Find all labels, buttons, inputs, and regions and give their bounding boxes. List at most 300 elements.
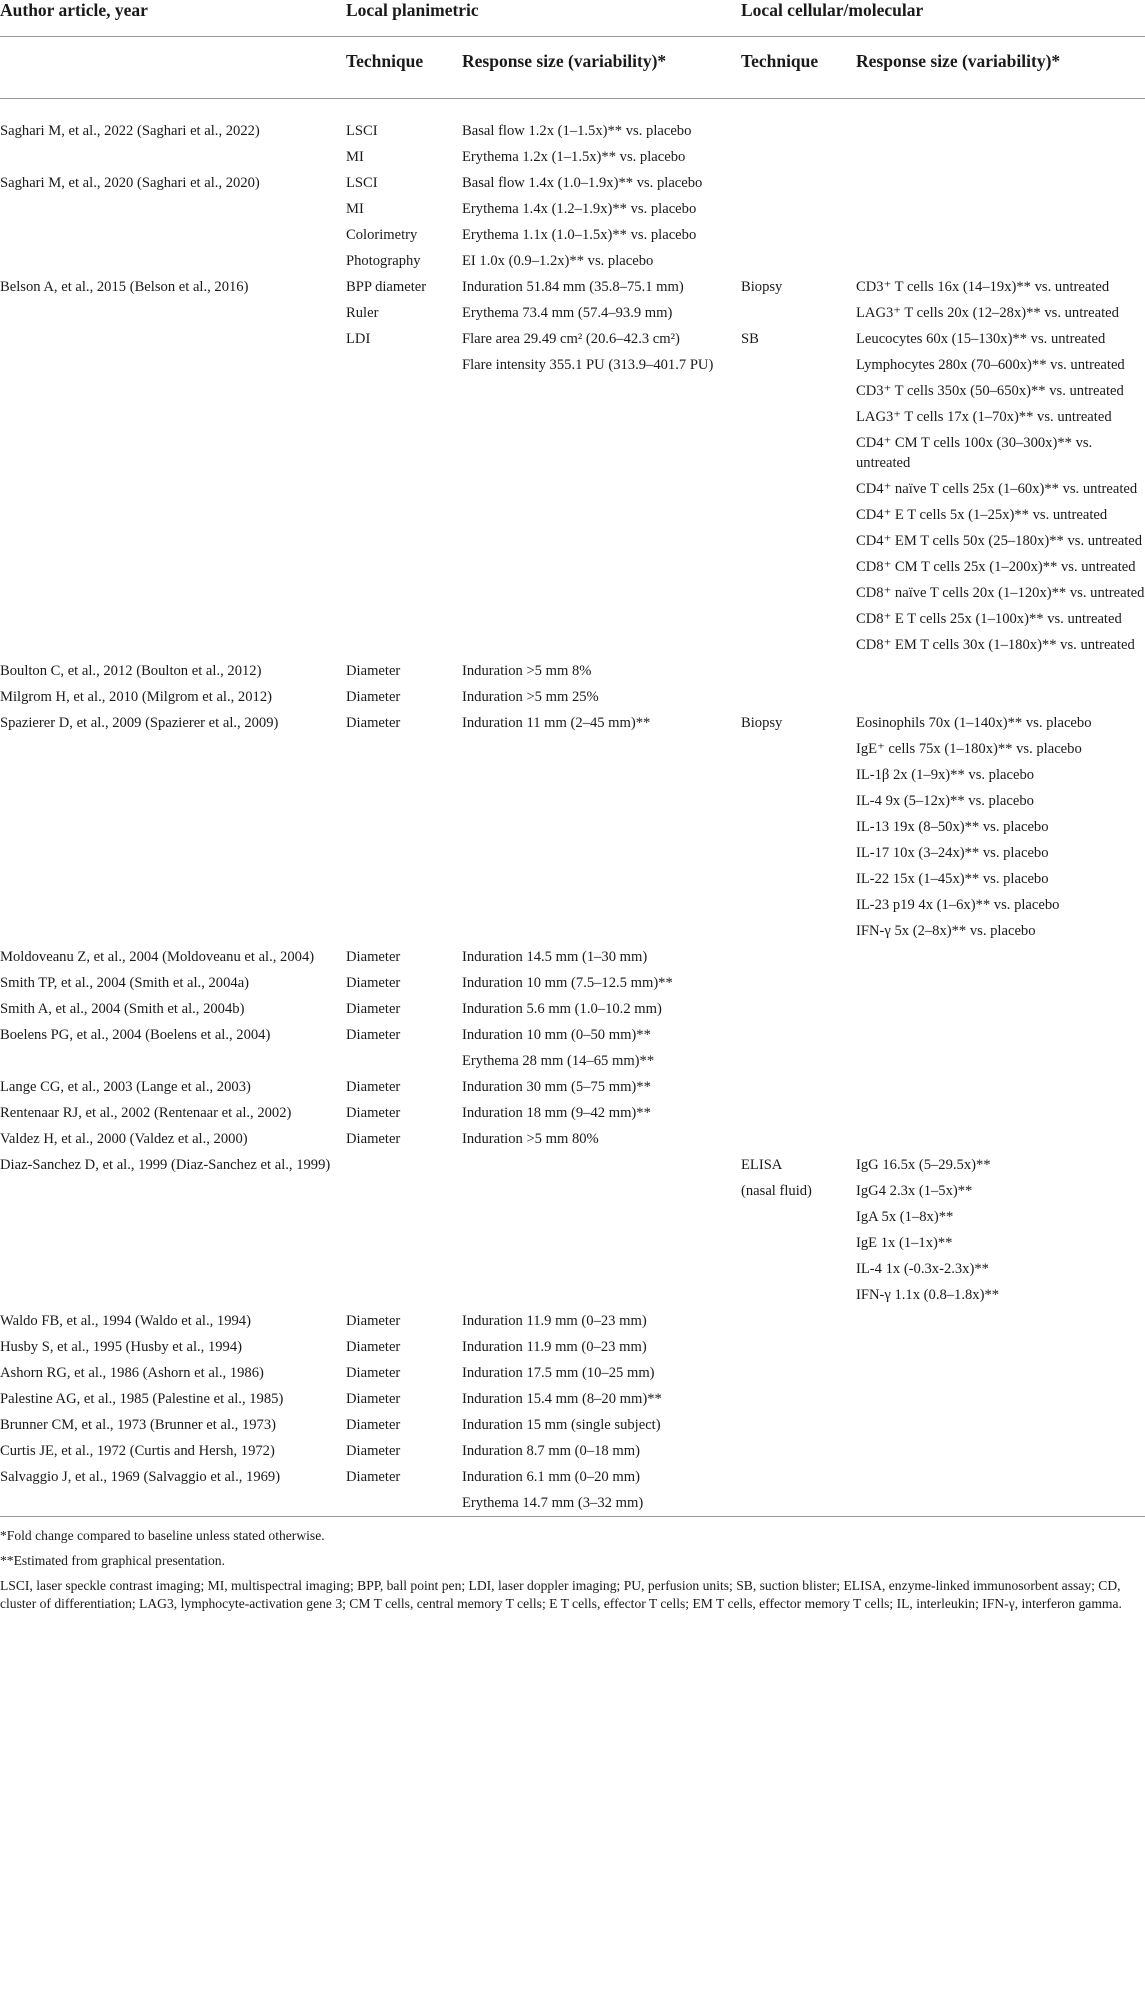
planimetric-response-cell	[459, 404, 738, 430]
author-cell	[0, 1256, 343, 1282]
author-cell	[0, 502, 343, 528]
cellular-response-cell	[853, 944, 1145, 970]
planimetric-technique-cell: Ruler	[346, 304, 379, 321]
cellular-response-cell	[853, 222, 1145, 248]
table-row	[0, 1230, 1145, 1256]
author-cell: Milgrom H, et al., 2010 (Milgrom et al., 2012)	[0, 688, 272, 705]
planimetric-response-cell	[459, 476, 738, 502]
author-cell	[0, 528, 343, 554]
cellular-technique-cell	[738, 144, 853, 170]
author-cell: Saghari M, et al., 2020 (Saghari et al., 2020)	[0, 174, 260, 191]
planimetric-response-cell: Induration >5 mm 80%	[462, 1130, 599, 1147]
cellular-technique-cell	[738, 918, 853, 944]
cellular-technique-cell	[738, 1360, 853, 1386]
planimetric-response-cell	[459, 1230, 738, 1256]
author-cell	[0, 1048, 343, 1074]
table-row	[0, 1438, 1145, 1464]
author-cell: Boelens PG, et al., 2004 (Boelens et al., 2004)	[0, 1026, 271, 1043]
author-cell	[0, 144, 343, 170]
cellular-technique-cell	[738, 1490, 853, 1517]
planimetric-technique-cell	[343, 430, 459, 476]
table-row	[0, 1282, 1145, 1308]
cellular-response-cell	[853, 1074, 1145, 1100]
planimetric-response-cell	[459, 866, 738, 892]
planimetric-response-cell: Induration 15 mm (single subject)	[462, 1416, 661, 1433]
author-cell	[0, 300, 343, 326]
cellular-technique-cell	[738, 352, 853, 378]
cellular-technique-cell	[738, 528, 853, 554]
cellular-response-cell	[853, 1464, 1145, 1490]
planimetric-response-cell	[459, 918, 738, 944]
cellular-technique-cell	[738, 1100, 853, 1126]
author-cell	[0, 762, 343, 788]
table-row	[0, 814, 1145, 840]
planimetric-technique-cell: Diameter	[346, 662, 401, 679]
cellular-technique-cell	[738, 248, 853, 274]
planimetric-technique-cell	[343, 1230, 459, 1256]
cellular-response-cell: CD4⁺ naïve T cells 25x (1–60x)** vs. untreated	[856, 480, 1138, 497]
footnotes	[0, 1517, 1145, 1613]
planimetric-technique-cell	[343, 528, 459, 554]
table-row	[0, 326, 1145, 352]
cellular-technique-cell	[738, 1022, 853, 1048]
cellular-response-cell	[853, 970, 1145, 996]
cellular-technique-cell: Biopsy	[741, 278, 783, 295]
header-row-columns	[0, 37, 1145, 99]
cellular-response-cell	[853, 1386, 1145, 1412]
author-cell	[0, 892, 343, 918]
planimetric-technique-cell	[343, 918, 459, 944]
table-row	[0, 430, 1145, 476]
planimetric-response-cell: Flare intensity 355.1 PU (313.9–401.7 PU)	[462, 356, 714, 373]
planimetric-technique-cell: Diameter	[346, 1312, 401, 1329]
cellular-technique-cell	[738, 580, 853, 606]
planimetric-response-cell: Induration 5.6 mm (1.0–10.2 mm)	[462, 1000, 662, 1017]
table-row	[0, 606, 1145, 632]
planimetric-response-cell: Induration 10 mm (7.5–12.5 mm)**	[462, 974, 673, 991]
cellular-technique-cell	[738, 430, 853, 476]
cellular-response-cell	[853, 1334, 1145, 1360]
table-row	[0, 970, 1145, 996]
table-row	[0, 274, 1145, 300]
cellular-technique-cell	[738, 970, 853, 996]
table-row	[0, 352, 1145, 378]
planimetric-technique-cell	[343, 502, 459, 528]
cellular-technique-cell: (nasal fluid)	[741, 1182, 812, 1199]
table-row	[0, 118, 1145, 144]
cellular-technique-cell	[738, 606, 853, 632]
cellular-response-cell: Lymphocytes 280x (70–600x)** vs. untreated	[856, 356, 1125, 373]
cellular-technique-cell	[738, 502, 853, 528]
cellular-response-cell	[853, 996, 1145, 1022]
cellular-response-cell: IgG4 2.3x (1–5x)**	[856, 1182, 973, 1199]
planimetric-response-cell: EI 1.0x (0.9–1.2x)** vs. placebo	[462, 252, 654, 269]
planimetric-response-cell	[459, 1204, 738, 1230]
author-cell: Brunner CM, et al., 1973 (Brunner et al., 1973)	[0, 1416, 277, 1433]
planimetric-technique-cell: MI	[346, 148, 364, 165]
author-cell	[0, 476, 343, 502]
spacer-row	[0, 99, 1145, 118]
cellular-technique-cell	[738, 1204, 853, 1230]
planimetric-technique-cell: Diameter	[346, 1468, 401, 1485]
cellular-technique-cell	[738, 814, 853, 840]
planimetric-response-cell: Induration 30 mm (5–75 mm)**	[462, 1078, 651, 1095]
author-cell: Saghari M, et al., 2022 (Saghari et al., 2022)	[0, 122, 260, 139]
table-row	[0, 300, 1145, 326]
footnote-2: **Estimated from graphical presentation.	[0, 1552, 225, 1568]
table-row	[0, 892, 1145, 918]
planimetric-technique-cell: Diameter	[346, 1078, 401, 1095]
planimetric-response-cell: Induration 11.9 mm (0–23 mm)	[462, 1338, 647, 1355]
planimetric-technique-cell	[343, 476, 459, 502]
author-cell	[0, 1230, 343, 1256]
author-cell	[0, 632, 343, 658]
author-cell: Curtis JE, et al., 1972 (Curtis and Hersh, 1972)	[0, 1442, 275, 1459]
author-cell	[0, 736, 343, 762]
cellular-response-cell	[853, 1438, 1145, 1464]
table-row	[0, 502, 1145, 528]
author-cell	[0, 866, 343, 892]
cellular-response-cell: IL-13 19x (8–50x)** vs. placebo	[856, 818, 1049, 835]
cellular-response-cell: CD4⁺ EM T cells 50x (25–180x)** vs. untreated	[856, 532, 1143, 549]
planimetric-technique-cell	[343, 606, 459, 632]
cellular-technique-cell	[738, 1230, 853, 1256]
planimetric-response-cell: Erythema 28 mm (14–65 mm)**	[462, 1052, 655, 1069]
header-local-planimetric: Local planimetric	[346, 0, 479, 20]
table-row	[0, 1152, 1145, 1178]
cellular-response-cell	[853, 144, 1145, 170]
table-row	[0, 762, 1145, 788]
cellular-technique-cell	[738, 762, 853, 788]
planimetric-response-cell: Induration 18 mm (9–42 mm)**	[462, 1104, 651, 1121]
cellular-technique-cell: ELISA	[741, 1156, 783, 1173]
cellular-technique-cell	[738, 1282, 853, 1308]
author-cell: Belson A, et al., 2015 (Belson et al., 2016)	[0, 278, 249, 295]
header-technique-cellular: Technique	[738, 37, 853, 99]
cellular-technique-cell	[738, 1412, 853, 1438]
planimetric-response-cell: Erythema 1.1x (1.0–1.5x)** vs. placebo	[462, 226, 697, 243]
author-cell: Smith TP, et al., 2004 (Smith et al., 2004a)	[0, 974, 250, 991]
planimetric-response-cell: Induration 11 mm (2–45 mm)**	[462, 714, 651, 731]
cellular-response-cell	[853, 1048, 1145, 1074]
cellular-technique-cell: SB	[741, 330, 759, 347]
table-row	[0, 788, 1145, 814]
planimetric-response-cell	[459, 840, 738, 866]
planimetric-technique-cell: Colorimetry	[346, 226, 418, 243]
planimetric-response-cell	[459, 528, 738, 554]
cellular-response-cell	[853, 196, 1145, 222]
planimetric-technique-cell: Diameter	[346, 1390, 401, 1407]
planimetric-technique-cell	[343, 1152, 459, 1178]
cellular-response-cell: IgE 1x (1–1x)**	[856, 1234, 953, 1251]
author-cell: Boulton C, et al., 2012 (Boulton et al., 2012)	[0, 662, 262, 679]
cellular-response-cell: IgA 5x (1–8x)**	[856, 1208, 954, 1225]
cellular-response-cell	[853, 118, 1145, 144]
cellular-technique-cell	[738, 684, 853, 710]
planimetric-technique-cell: LDI	[346, 330, 371, 347]
planimetric-technique-cell: LSCI	[346, 122, 378, 139]
cellular-technique-cell	[738, 866, 853, 892]
cellular-response-cell: LAG3⁺ T cells 17x (1–70x)** vs. untreated	[856, 408, 1112, 425]
planimetric-technique-cell: Diameter	[346, 1104, 401, 1121]
table-row	[0, 1048, 1145, 1074]
header-row-groups	[0, 0, 1145, 37]
planimetric-technique-cell	[343, 352, 459, 378]
author-cell	[0, 248, 343, 274]
table-row	[0, 1490, 1145, 1517]
author-cell	[0, 1204, 343, 1230]
table-row	[0, 248, 1145, 274]
author-cell	[0, 788, 343, 814]
cellular-technique-cell	[738, 788, 853, 814]
table-row	[0, 1464, 1145, 1490]
planimetric-technique-cell	[343, 1256, 459, 1282]
cellular-technique-cell	[738, 1438, 853, 1464]
footnote-3: LSCI, laser speckle contrast imaging; MI, multispectral imaging; BPP, ball point pen; LDI, laser doppler imaging; PU, perfusion units; SB, suction blister; ELISA, enzyme-linked immunosorbent assay; CD, cluster of differentiation; LAG3, lymphocyte-activation gene 3; CM T cells, central memory T cells; E T cells, effector T cells; EM T cells, effector memory T cells; IL, interleukin; IFN-γ, interferon gamma.	[0, 1577, 1122, 1611]
cellular-response-cell: IL-17 10x (3–24x)** vs. placebo	[856, 844, 1049, 861]
table-row	[0, 1386, 1145, 1412]
table-row	[0, 196, 1145, 222]
header-response-cellular: Response size (variability)*	[853, 37, 1145, 99]
cellular-technique-cell	[738, 1256, 853, 1282]
cellular-technique-cell	[738, 118, 853, 144]
planimetric-technique-cell: Diameter	[346, 1338, 401, 1355]
planimetric-technique-cell: Diameter	[346, 1000, 401, 1017]
cellular-response-cell: IL-4 1x (-0.3x-2.3x)**	[856, 1260, 989, 1277]
header-technique-planimetric: Technique	[343, 37, 459, 99]
cellular-technique-cell	[738, 944, 853, 970]
table-row	[0, 580, 1145, 606]
table-row	[0, 170, 1145, 196]
planimetric-response-cell	[459, 1152, 738, 1178]
planimetric-technique-cell	[343, 840, 459, 866]
table-row	[0, 1178, 1145, 1204]
planimetric-technique-cell: Diameter	[346, 1130, 401, 1147]
cellular-response-cell	[853, 1490, 1145, 1517]
planimetric-response-cell: Induration 8.7 mm (0–18 mm)	[462, 1442, 640, 1459]
cellular-technique-cell	[738, 404, 853, 430]
planimetric-technique-cell	[343, 736, 459, 762]
cellular-technique-cell	[738, 554, 853, 580]
cellular-response-cell: IL-1β 2x (1–9x)** vs. placebo	[856, 766, 1035, 783]
header-local-cellular: Local cellular/molecular	[741, 0, 924, 20]
cellular-response-cell: IFN-γ 1.1x (0.8–1.8x)**	[856, 1286, 1000, 1303]
planimetric-response-cell: Induration 10 mm (0–50 mm)**	[462, 1026, 651, 1043]
author-cell	[0, 840, 343, 866]
cellular-technique-cell	[738, 1048, 853, 1074]
cellular-technique-cell	[738, 222, 853, 248]
table-row	[0, 684, 1145, 710]
cellular-response-cell: IL-23 p19 4x (1–6x)** vs. placebo	[856, 896, 1060, 913]
cellular-technique-cell	[738, 892, 853, 918]
author-cell	[0, 352, 343, 378]
planimetric-response-cell	[459, 554, 738, 580]
table-row	[0, 840, 1145, 866]
cellular-response-cell	[853, 658, 1145, 684]
cellular-response-cell	[853, 1412, 1145, 1438]
author-cell: Moldoveanu Z, et al., 2004 (Moldoveanu et al., 2004)	[0, 948, 315, 965]
cellular-response-cell: IgE⁺ cells 75x (1–180x)** vs. placebo	[856, 740, 1082, 757]
header-author: Author article, year	[0, 0, 148, 20]
table-row	[0, 378, 1145, 404]
planimetric-response-cell: Induration 51.84 mm (35.8–75.1 mm)	[462, 278, 684, 295]
table-row	[0, 476, 1145, 502]
table-row	[0, 1256, 1145, 1282]
cellular-technique-cell	[738, 378, 853, 404]
planimetric-response-cell: Erythema 1.2x (1–1.5x)** vs. placebo	[462, 148, 686, 165]
author-cell	[0, 196, 343, 222]
planimetric-technique-cell	[343, 404, 459, 430]
table-row	[0, 632, 1145, 658]
author-cell: Smith A, et al., 2004 (Smith et al., 2004b)	[0, 1000, 245, 1017]
cellular-technique-cell	[738, 1334, 853, 1360]
author-cell	[0, 222, 343, 248]
planimetric-response-cell	[459, 788, 738, 814]
author-cell: Husby S, et al., 1995 (Husby et al., 1994)	[0, 1338, 242, 1355]
planimetric-technique-cell	[343, 554, 459, 580]
author-cell: Palestine AG, et al., 1985 (Palestine et al., 1985)	[0, 1390, 284, 1407]
cellular-response-cell: Leucocytes 60x (15–130x)** vs. untreated	[856, 330, 1106, 347]
cellular-response-cell	[853, 1308, 1145, 1334]
table-row	[0, 1334, 1145, 1360]
cellular-response-cell: CD3⁺ T cells 16x (14–19x)** vs. untreated	[856, 278, 1110, 295]
author-cell: Valdez H, et al., 2000 (Valdez et al., 2000)	[0, 1130, 248, 1147]
author-cell	[0, 606, 343, 632]
planimetric-response-cell: Induration >5 mm 25%	[462, 688, 599, 705]
cellular-technique-cell	[738, 1464, 853, 1490]
author-cell	[0, 580, 343, 606]
cellular-response-cell: IL-22 15x (1–45x)** vs. placebo	[856, 870, 1049, 887]
planimetric-response-cell	[459, 1282, 738, 1308]
author-cell	[0, 1178, 343, 1204]
table-row	[0, 1022, 1145, 1048]
cellular-technique-cell: Biopsy	[741, 714, 783, 731]
author-cell	[0, 918, 343, 944]
planimetric-response-cell: Induration 15.4 mm (8–20 mm)**	[462, 1390, 662, 1407]
cellular-technique-cell	[738, 300, 853, 326]
header-empty	[0, 37, 343, 99]
author-cell: Rentenaar RJ, et al., 2002 (Rentenaar et al., 2002)	[0, 1104, 292, 1121]
planimetric-technique-cell	[343, 580, 459, 606]
planimetric-technique-cell	[343, 788, 459, 814]
planimetric-response-cell: Erythema 14.7 mm (3–32 mm)	[459, 1490, 738, 1517]
table-row	[0, 144, 1145, 170]
cellular-response-cell	[853, 1126, 1145, 1152]
cellular-response-cell: IL-4 9x (5–12x)** vs. placebo	[856, 792, 1034, 809]
cellular-response-cell	[853, 684, 1145, 710]
planimetric-technique-cell	[343, 378, 459, 404]
cellular-technique-cell	[738, 840, 853, 866]
planimetric-technique-cell: Diameter	[346, 1442, 401, 1459]
author-cell: Lange CG, et al., 2003 (Lange et al., 2003)	[0, 1078, 251, 1095]
cellular-technique-cell	[738, 196, 853, 222]
planimetric-response-cell: Flare area 29.49 cm² (20.6–42.3 cm²)	[462, 330, 680, 347]
planimetric-technique-cell	[343, 814, 459, 840]
table-row	[0, 222, 1145, 248]
planimetric-technique-cell: Diameter	[346, 1416, 401, 1433]
cellular-response-cell: CD8⁺ E T cells 25x (1–100x)** vs. untreated	[856, 610, 1122, 627]
cellular-response-cell	[853, 248, 1145, 274]
cellular-technique-cell	[738, 1126, 853, 1152]
table-row	[0, 1360, 1145, 1386]
planimetric-response-cell: Erythema 73.4 mm (57.4–93.9 mm)	[462, 304, 673, 321]
planimetric-response-cell: Induration 6.1 mm (0–20 mm)	[462, 1468, 640, 1485]
author-cell: Waldo FB, et al., 1994 (Waldo et al., 1994)	[0, 1312, 251, 1329]
cellular-technique-cell	[738, 170, 853, 196]
planimetric-technique-cell	[343, 632, 459, 658]
table-row	[0, 554, 1145, 580]
author-cell: Diaz-Sanchez D, et al., 1999 (Diaz-Sanchez et al., 1999)	[0, 1156, 331, 1173]
planimetric-response-cell	[459, 502, 738, 528]
cellular-response-cell: CD8⁺ EM T cells 30x (1–180x)** vs. untreated	[856, 636, 1135, 653]
planimetric-technique-cell: Photography	[346, 252, 421, 269]
cellular-response-cell: LAG3⁺ T cells 20x (12–28x)** vs. untreated	[856, 304, 1119, 321]
planimetric-response-cell	[459, 606, 738, 632]
table-body	[0, 99, 1145, 1517]
planimetric-response-cell	[459, 892, 738, 918]
table-row	[0, 658, 1145, 684]
planimetric-response-cell	[459, 1256, 738, 1282]
table-row	[0, 710, 1145, 736]
planimetric-response-cell	[459, 762, 738, 788]
cellular-technique-cell	[738, 632, 853, 658]
author-cell	[0, 430, 343, 476]
planimetric-technique-cell	[343, 762, 459, 788]
planimetric-response-cell: Erythema 1.4x (1.2–1.9x)** vs. placebo	[462, 200, 697, 217]
table-row	[0, 1204, 1145, 1230]
table-row	[0, 1074, 1145, 1100]
cellular-response-cell: CD3⁺ T cells 350x (50–650x)** vs. untreated	[856, 382, 1124, 399]
cellular-technique-cell	[738, 1308, 853, 1334]
cellular-response-cell	[853, 1360, 1145, 1386]
author-cell: Salvaggio J, et al., 1969 (Salvaggio et al., 1969)	[0, 1468, 281, 1485]
cellular-technique-cell	[738, 1074, 853, 1100]
planimetric-response-cell	[459, 430, 738, 476]
author-cell	[0, 1282, 343, 1308]
planimetric-response-cell	[459, 580, 738, 606]
planimetric-response-cell	[459, 736, 738, 762]
cellular-response-cell: CD4⁺ CM T cells 100x (30–300x)** vs. untreated	[856, 434, 1093, 471]
planimetric-technique-cell: Diameter	[346, 948, 401, 965]
planimetric-technique-cell: BPP diameter	[346, 278, 427, 295]
table-row	[0, 1100, 1145, 1126]
table-row	[0, 1412, 1145, 1438]
planimetric-response-cell	[459, 814, 738, 840]
author-cell	[0, 378, 343, 404]
cellular-response-cell: IFN-γ 5x (2–8x)** vs. placebo	[856, 922, 1036, 939]
table-row	[0, 736, 1145, 762]
table-row	[0, 1126, 1145, 1152]
planimetric-technique-cell: Diameter	[346, 688, 401, 705]
table-row	[0, 866, 1145, 892]
author-cell	[0, 554, 343, 580]
planimetric-technique-cell	[343, 1282, 459, 1308]
planimetric-technique-cell	[343, 892, 459, 918]
cellular-response-cell: CD4⁺ E T cells 5x (1–25x)** vs. untreated	[856, 506, 1108, 523]
planimetric-technique-cell	[343, 1490, 459, 1517]
planimetric-technique-cell	[343, 866, 459, 892]
cellular-response-cell	[853, 170, 1145, 196]
author-cell	[0, 326, 343, 352]
planimetric-response-cell: Basal flow 1.2x (1–1.5x)** vs. placebo	[462, 122, 692, 139]
author-cell: Ashorn RG, et al., 1986 (Ashorn et al., 1986)	[0, 1364, 264, 1381]
cellular-response-cell: Eosinophils 70x (1–140x)** vs. placebo	[856, 714, 1092, 731]
planimetric-technique-cell: Diameter	[346, 974, 401, 991]
planimetric-technique-cell	[343, 1178, 459, 1204]
cellular-response-cell: CD8⁺ CM T cells 25x (1–200x)** vs. untreated	[856, 558, 1136, 575]
planimetric-response-cell: Induration 11.9 mm (0–23 mm)	[462, 1312, 647, 1329]
table-row	[0, 404, 1145, 430]
